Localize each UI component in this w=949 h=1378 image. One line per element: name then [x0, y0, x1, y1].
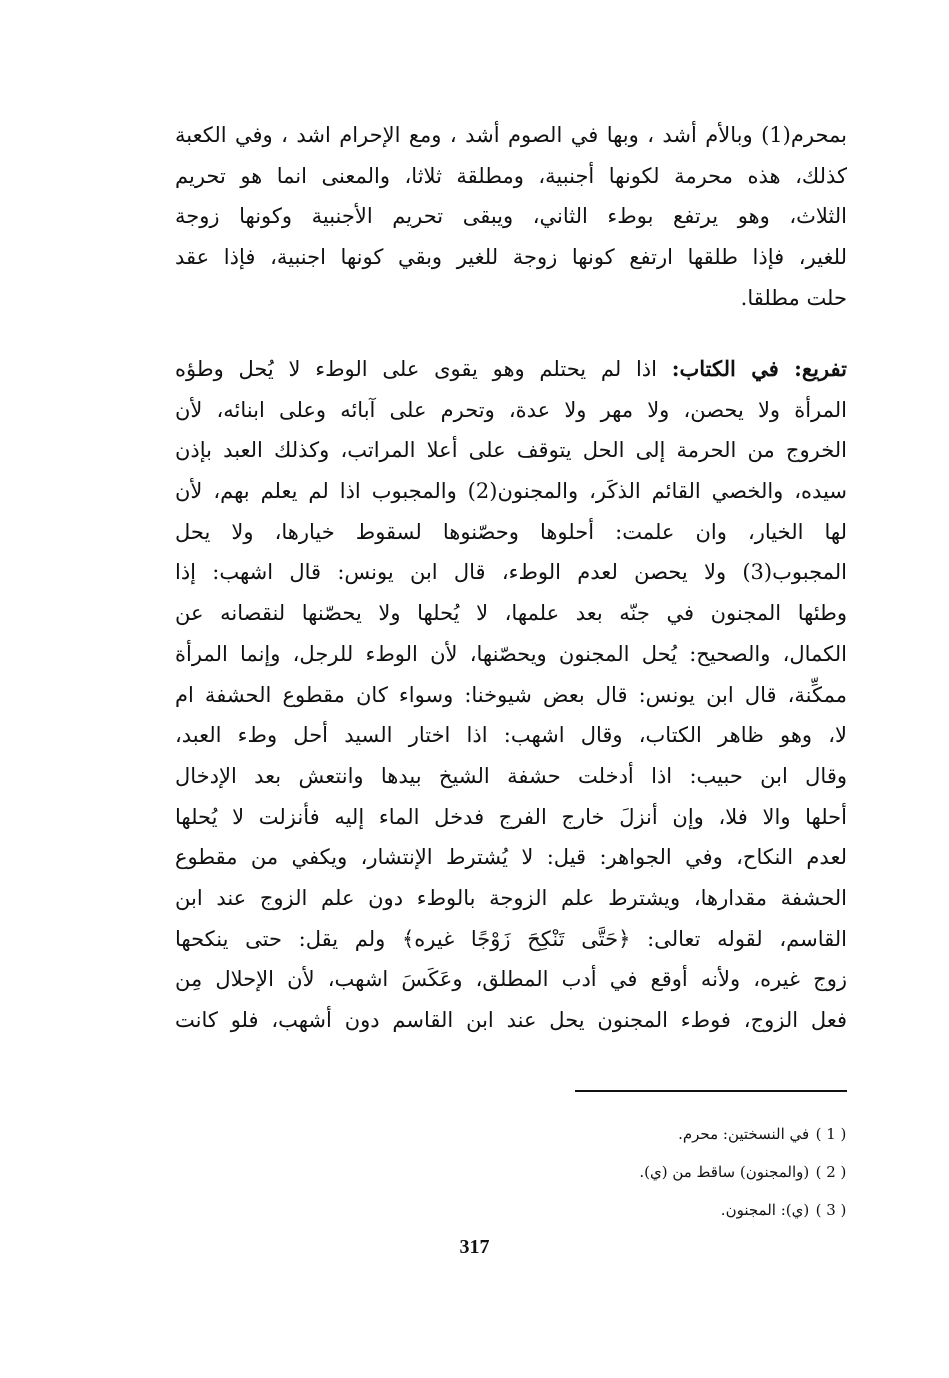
text-line: لها الخيار، وان علمت: أحلوها وحصّنوها لسقوط خيارها، ولا يحل — [175, 519, 847, 544]
footnote-item — [500, 1115, 848, 1153]
text-line: للغير، فإذا طلقها ارتفع كونها زوجة للغير وبقي كونها اجنبية، فإذا عقد — [175, 245, 847, 270]
text-line: ممكِّنة، قال ابن يونس: قال بعض شيوخنا: وسواء كان مقطوع الحشفة ام — [175, 682, 847, 707]
text-line: فعل الزوج، فوطء المجنون يحل عند ابن القاسم دون أشهب، فلو كانت — [175, 1008, 847, 1032]
text-line: القاسم، لقوله تعالى: ﴿حَتَّى تَنْكِحَ زَوْجًا غيره﴾ ولم يقل: حتى ينكحها — [175, 926, 847, 951]
footnote-item — [500, 1153, 848, 1191]
footnote-number: ( 3 ) — [815, 1201, 847, 1219]
text-line: الخروج من الحرمة إلى الحل يتوقف على أعلا المراتب، وكذلك العبد بإذن — [175, 438, 847, 463]
page-number: 317 — [459, 1236, 490, 1258]
text-line: المجبوب(3) ولا يحصن لعدم الوطء، قال ابن يونس: قال اشهب: إذا — [175, 560, 847, 585]
footnote-text: في النسختين: محرم. — [678, 1125, 810, 1143]
footnote-text: (ي): المجنون. — [720, 1201, 810, 1219]
text-line: وقال ابن حبيب: اذا أدخلت حشفة الشيخ بيدها وانتعش بعد الإدخال — [175, 763, 847, 788]
footnote-text: (والمجنون) ساقط من (ي). — [639, 1163, 810, 1181]
text-line: لعدم النكاح، وفي الجواهر: قيل: لا يُشترط الإنتشار، ويكفي من مقطوع — [175, 845, 847, 870]
text-line: الكمال، والصحيح: يُحل المجنون ويحصّنها، لأن الوطء للرجل، وإنما المرأة — [175, 641, 847, 666]
text-line: الحشفة مقدارها، ويشترط علم الزوجة بالوطء دون علم الزوج عند ابن — [175, 885, 847, 910]
text-line: سيده، والخصي القائم الذكَر، والمجنون(2) والمجبوب اذا لم يعلم بهم، لأن — [175, 479, 847, 504]
paragraph-2 — [175, 349, 847, 1041]
text-line: بمحرم(1) وبالأم أشد ، وبها في الصوم أشد ، ومع الإحرام اشد ، وفي الكعبة — [175, 123, 847, 147]
text-line: وطئها المجنون في جنّه بعد علمها، لا يُحلها ولا يحصّنها لنقصانه عن — [175, 601, 847, 626]
text-line: كذلك، هذه محرمة لكونها أجنبية، ومطلقة ثلاثا، والمعنى انما هو تحريم — [175, 163, 847, 188]
section-lead: تفريع: في الكتاب: — [671, 356, 847, 381]
text-line: لا، وهو ظاهر الكتاب، وقال اشهب: اذا اختار السيد أحل وطء العبد، — [175, 723, 847, 748]
footnote-number: ( 1 ) — [815, 1125, 847, 1143]
text-line: الثلاث، وهو يرتفع بوطء الثاني، ويبقى تحريم الأجنبية وكونها زوجة — [175, 204, 847, 229]
footnote-item — [500, 1191, 848, 1229]
footnote-divider — [575, 1090, 847, 1092]
text-line: أحلها والا فلا، وإن أنزلَ خارج الفرج فدخل الماء إليه فأنزلت لا يُحلها — [175, 804, 847, 829]
text-line: تفريع: في الكتاب: اذا لم يحتلم وهو يقوى على الوطء لا يُحل وطؤه — [175, 356, 847, 381]
footnotes — [500, 1115, 848, 1229]
text-line: المرأة ولا يحصن، ولا مهر ولا عدة، وتحرم على آبائه وعلى ابنائه، لأن — [175, 397, 847, 422]
footnote-number: ( 2 ) — [815, 1163, 847, 1181]
paragraph-1 — [175, 115, 847, 318]
text-line: حلت مطلقا. — [740, 285, 847, 310]
text-line: زوج غيره، ولأنه أوقع في أدب المطلق، وعَكَسَ اشهب، لأن الإحلال مِن — [175, 967, 847, 992]
